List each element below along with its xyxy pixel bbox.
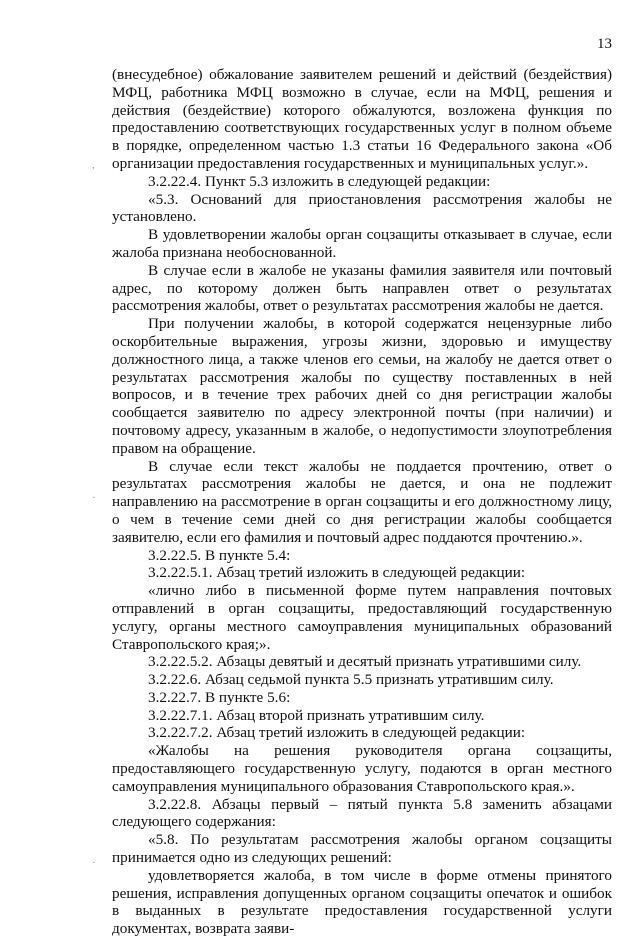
paragraph: «5.3. Оснований для приостановления рассмотрения жалобы не установлено.: [112, 190, 612, 226]
paragraph: 3.2.22.4. Пункт 5.3 изложить в следующей редакции:: [148, 172, 491, 190]
margin-mark: ,: [92, 159, 95, 171]
paragraph: «Жалобы на решения руководителя органа соцзащиты, предоставляющего государственную услугу, подаются в орган местного самоуправления муниципального образования Ставропольского края.».: [112, 742, 612, 795]
paragraph: 3.2.22.5.1. Абзац третий изложить в следующей редакции:: [148, 564, 526, 582]
margin-mark: ·: [92, 492, 96, 504]
paragraph: (внесудебное) обжалование заявителем решений и действий (бездействия) МФЦ, работника МФЦ возможно в случае, если на МФЦ, решения и действия (бездействие) которого обжалуются, возложена функция по предоставлению соответствующих государственных услуг в полном объеме в порядке, определенном частью 1.3 статьи 16 Федерального закона «Об организации предоставления государственных и муниципальных услуг.».: [112, 66, 612, 172]
document-body: [112, 66, 612, 938]
page-number: 13: [597, 36, 612, 52]
paragraph: 3.2.22.7. В пункте 5.6:: [148, 688, 291, 706]
paragraph: В случае если в жалобе не указаны фамилия заявителя или почтовый адрес, по которому должен быть направлен ответ о результатах рассмотрения жалобы, ответ о результатах рассмотрения жалобы не дается.: [112, 261, 612, 315]
paragraph: 3.2.22.6. Абзац седьмой пункта 5.5 признать утратившим силу.: [148, 671, 554, 689]
paragraph: 3.2.22.5.2. Абзацы девятый и десятый признать утратившими силу.: [148, 653, 582, 671]
paragraph: В случае если текст жалобы не поддается прочтению, ответ о результатах рассмотрения жалобы не дается, и она не подлежит направлению на рассмотрение в орган соцзащиты и его должностному лицу, о чем в течение семи дней со дня регистрации жалобы сообщается заявителю, если его фамилия и почтовый адрес поддаются прочтению.».: [112, 457, 612, 546]
paragraph: 3.2.22.8. Абзацы первый – пятый пункта 5.8 заменить абзацами следующего содержания:: [112, 795, 612, 831]
paragraph: При получении жалобы, в которой содержатся нецензурные либо оскорбительные выражения, угрозы жизни, здоровью и имуществу должностного лица, а также членов его семьи, на жалобу не дается ответ о результатах рассмотрения жалобы по существу поставленных в ней вопросов, и в течение трех рабочих дней со дня регистрации жалобы сообщается заявителю по адресу электронной почты (при наличии) и почтовому адресу, указанным в жалобе, о недопустимости злоупотребления правом на обращение.: [112, 315, 612, 457]
paragraph: 3.2.22.7.2. Абзац третий изложить в следующей редакции:: [148, 724, 526, 742]
paragraph: 3.2.22.5. В пункте 5.4:: [148, 546, 291, 564]
paragraph: удовлетворяется жалоба, в том числе в форме отмены принятого решения, исправления допущенных органом соцзащиты опечаток и ошибок в выданных в результате предоставления государственной услуги документах, возврата заяви-: [112, 866, 612, 938]
paragraph: 3.2.22.7.1. Абзац второй признать утратившим силу.: [148, 706, 485, 724]
paragraph: «5.8. По результатам рассмотрения жалобы органом соцзащиты принимается одно из следующих решений:: [112, 831, 612, 867]
paragraph: «лично либо в письменной форме путем направления почтовых отправлений в орган соцзащиты, предоставляющий государственную услугу, органы местного самоуправления муниципальных образований Ставропольского края;».: [112, 582, 612, 653]
paragraph: В удовлетворении жалобы орган соцзащиты отказывает в случае, если жалоба признана необоснованной.: [112, 226, 612, 261]
margin-mark: ·: [92, 857, 96, 869]
